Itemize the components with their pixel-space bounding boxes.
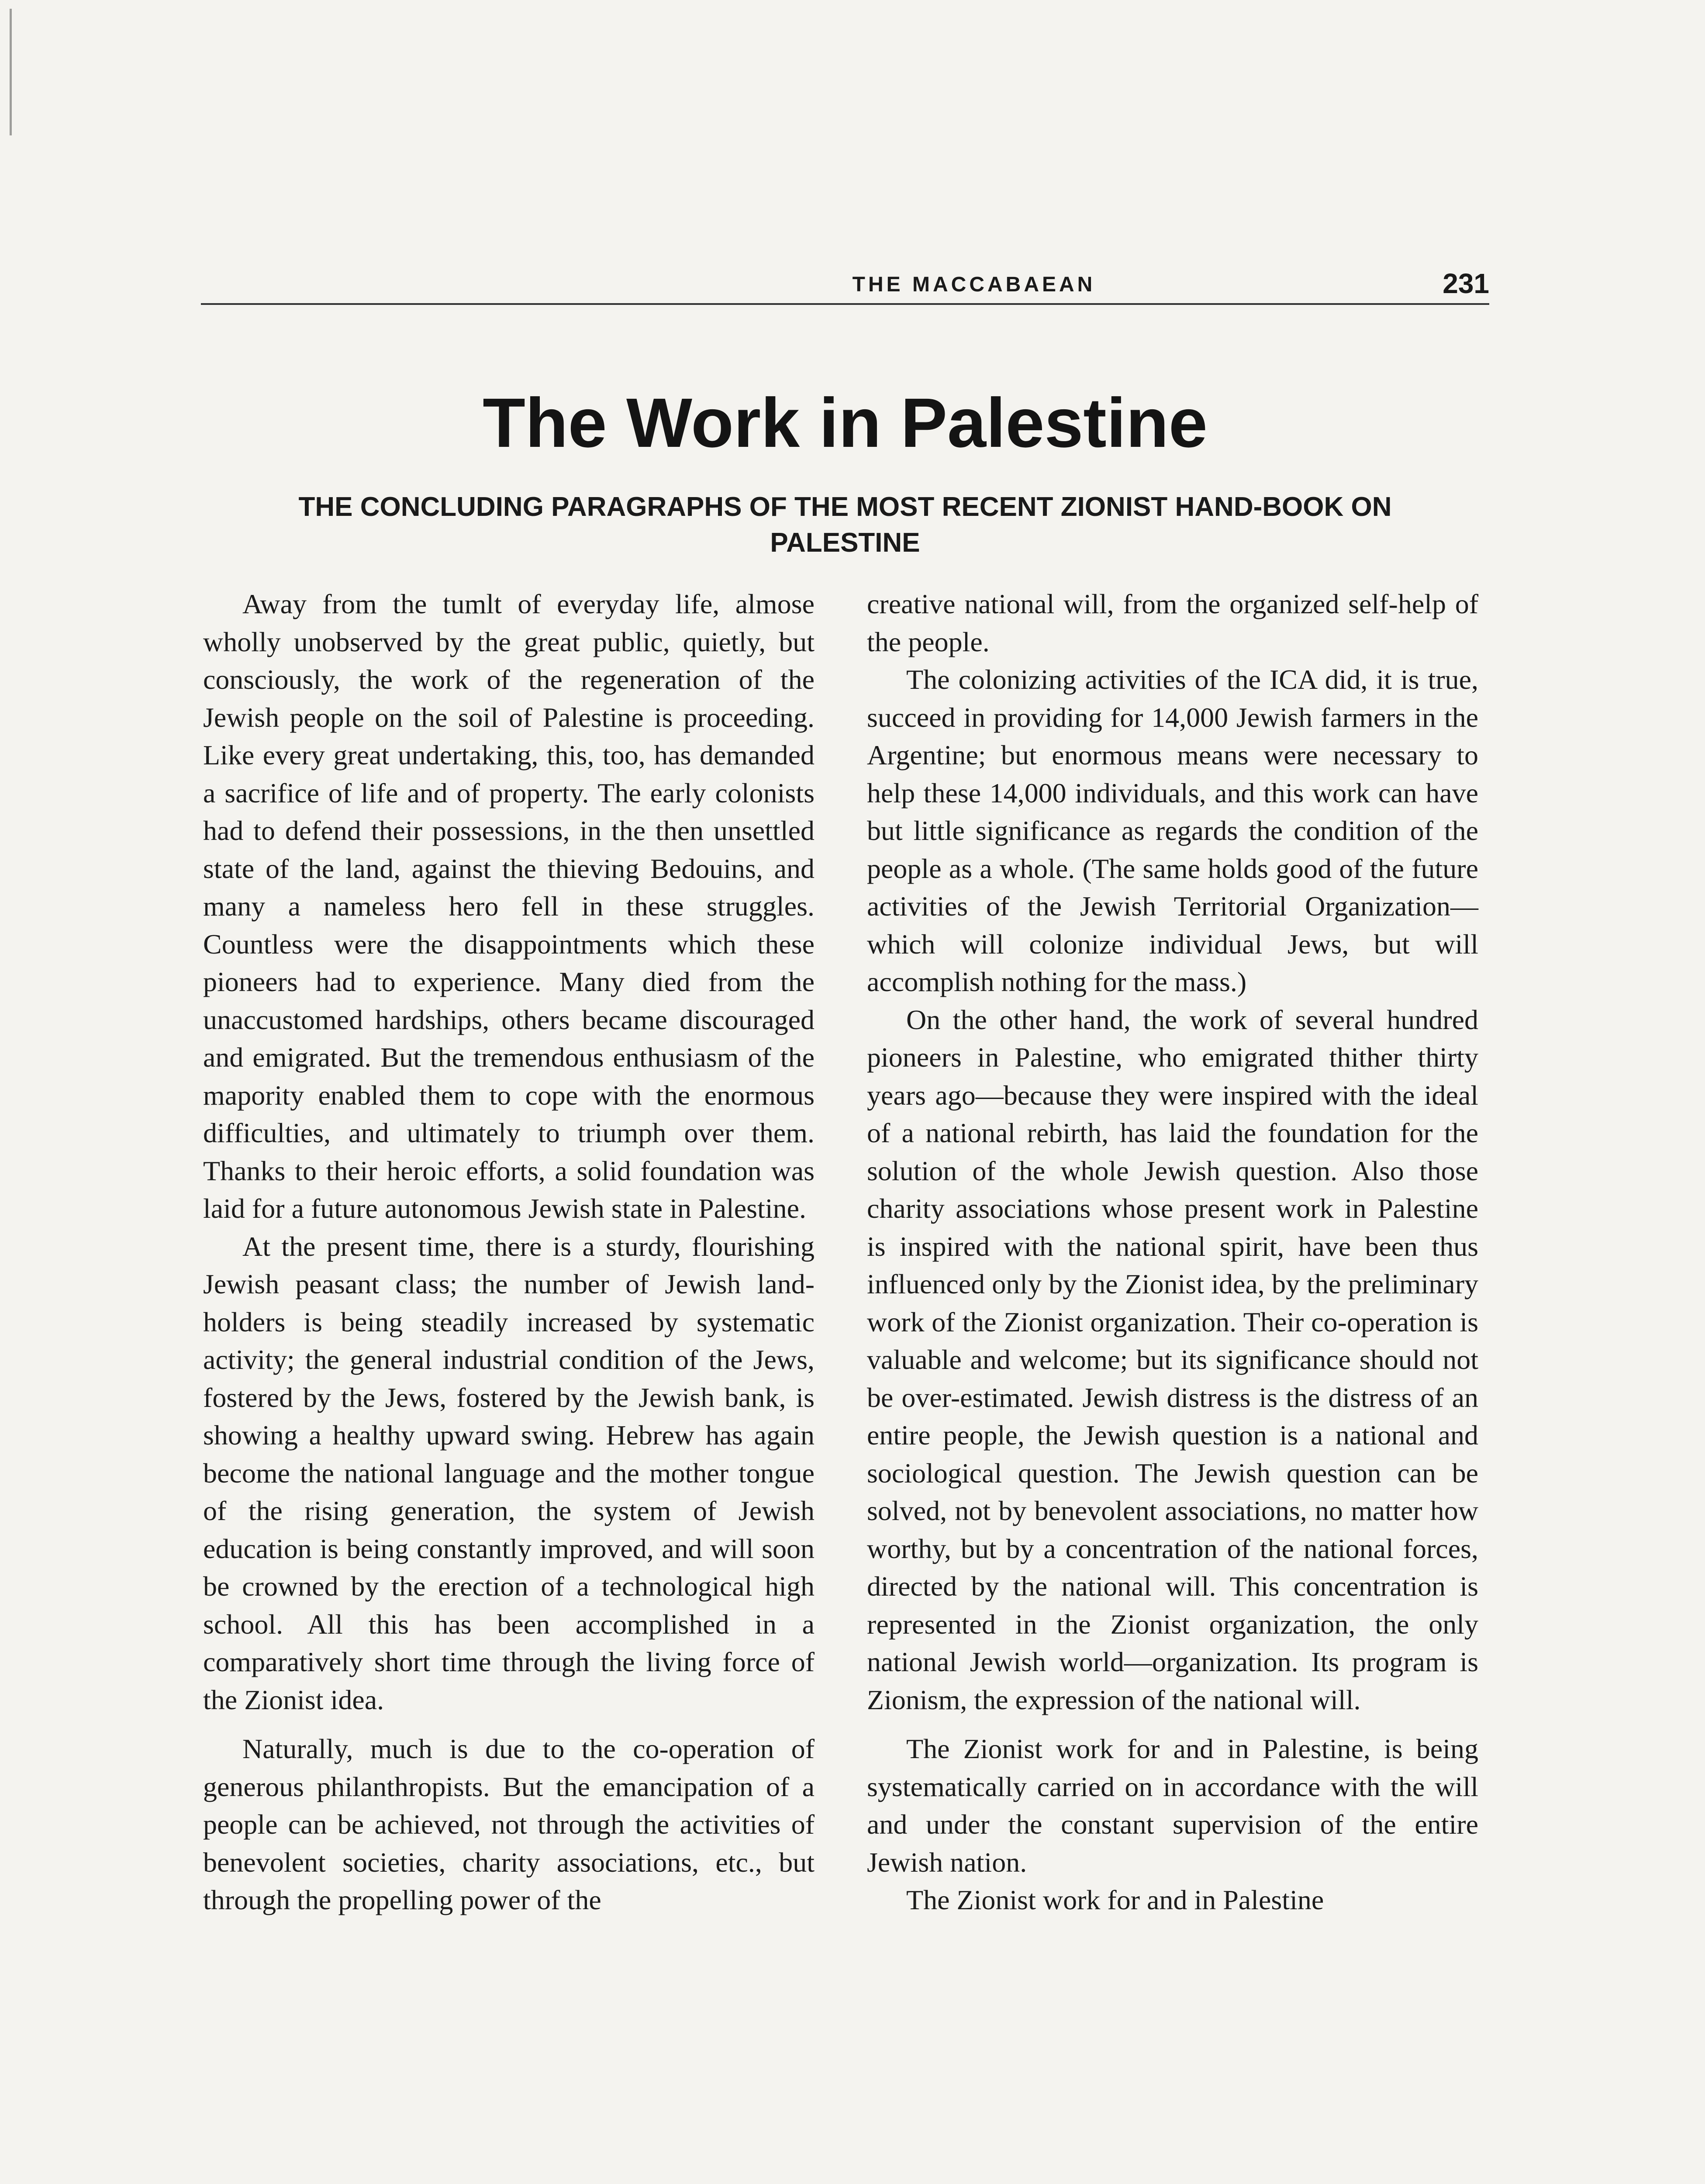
running-head (201, 270, 1489, 305)
page-number: 231 (1443, 268, 1489, 299)
header-rule (201, 303, 1489, 305)
paragraph-continuation: creative national will, from the organized self-help of the people. (867, 588, 1478, 657)
paragraph: The colonizing activities of the ICA did, it is true, succeed in providing for 14,000 Jewish farmers in the Argentine; but enormous means were necessary to help these 14,000 individuals, and this work can have but little significance as regards the condition of the people as a whole. (The same holds good of the future activities of the Jewish Territorial Organization—which will colonize individual Jews, but will accomplish nothing for the mass.) (867, 664, 1478, 997)
article-subtitle: THE CONCLUDING PARAGRAPHS OF THE MOST RECENT ZIONIST HAND-BOOK ON PALESTINE (298, 492, 1392, 558)
paragraph: Naturally, much is due to the co-operation of generous philanthropists. But the emancipation of a people can be achieved, not through the activities of benevolent societies, charity associations, etc., but through the propelling power of the (203, 1733, 815, 1915)
paragraph: On the other hand, the work of several hundred pioneers in Palestine, who emigrated thither thirty years ago—because they were inspired with the ideal of a national rebirth, has laid the foundation for the solution of the whole Jewish question. Also those charity associations whose present work in Palestine is inspired with the national spirit, have been thus influenced only by the Zionist idea, by the preliminary work of the Zionist organization. Their co-operation is valuable and welcome; but its significance should not be over-estimated. Jewish distress is the distress of an entire people, the Jewish question is a national and sociological question. The Jewish question can be solved, not by benevolent associations, no matter how worthy, but by a concentration of the national forces, directed by the national will. This concentration is represented in the Zionist organization, the only national Jewish world—organization. Its program is Zionism, the expression of the national will. (867, 1004, 1478, 1715)
article-title: The Work in Palestine (483, 384, 1208, 462)
paragraph: At the present time, there is a sturdy, flourishing Jewish peasant class; the number of Jewish land-holders is being steadily increased by systematic activity; the general industrial condition of the Jews, fostered by the Jews, fostered by the Jewish bank, is showing a healthy upward swing. Hebrew has again become the national language and the mother tongue of the rising generation, the system of Jewish education is being constantly improved, and will soon be crowned by the erection of a technological high school. All this has been accomplished in a comparatively short time through the living force of the Zionist idea. (203, 1230, 815, 1715)
scan-edge-mark (10, 9, 12, 135)
paragraph: Away from the tumlt of everyday life, almose wholly unobserved by the great public, quietly, but consciously, the work of the regeneration of the Jewish people on the soil of Palestine is proceeding. Like every great undertaking, this, too, has demanded a sacrifice of life and of property. The early colonists had to defend their possessions, in the then unsettled state of the land, against the thieving Bedouins, and many a nameless hero fell in these struggles. Countless were the disappointments which these pioneers had to experience. Many died from the unaccustomed hardships, others became discouraged and emigrated. But the tremendous enthusiasm of the mapority enabled them to cope with the enormous difficulties, and ultimately to triumph over them. Thanks to their heroic efforts, a solid foundation was laid for a future autonomous Jewish state in Palestine. (203, 588, 815, 1224)
paragraph: The Zionist work for and in Palestine (906, 1884, 1324, 1915)
paragraph: The Zionist work for and in Palestine, is being systematically carried on in accordance with the will and under the constant supervision of the entire Jewish nation. (867, 1733, 1478, 1878)
left-column (203, 585, 815, 2184)
journal-name: THE MACCABAEAN (852, 273, 1096, 296)
right-column (867, 585, 1478, 2184)
